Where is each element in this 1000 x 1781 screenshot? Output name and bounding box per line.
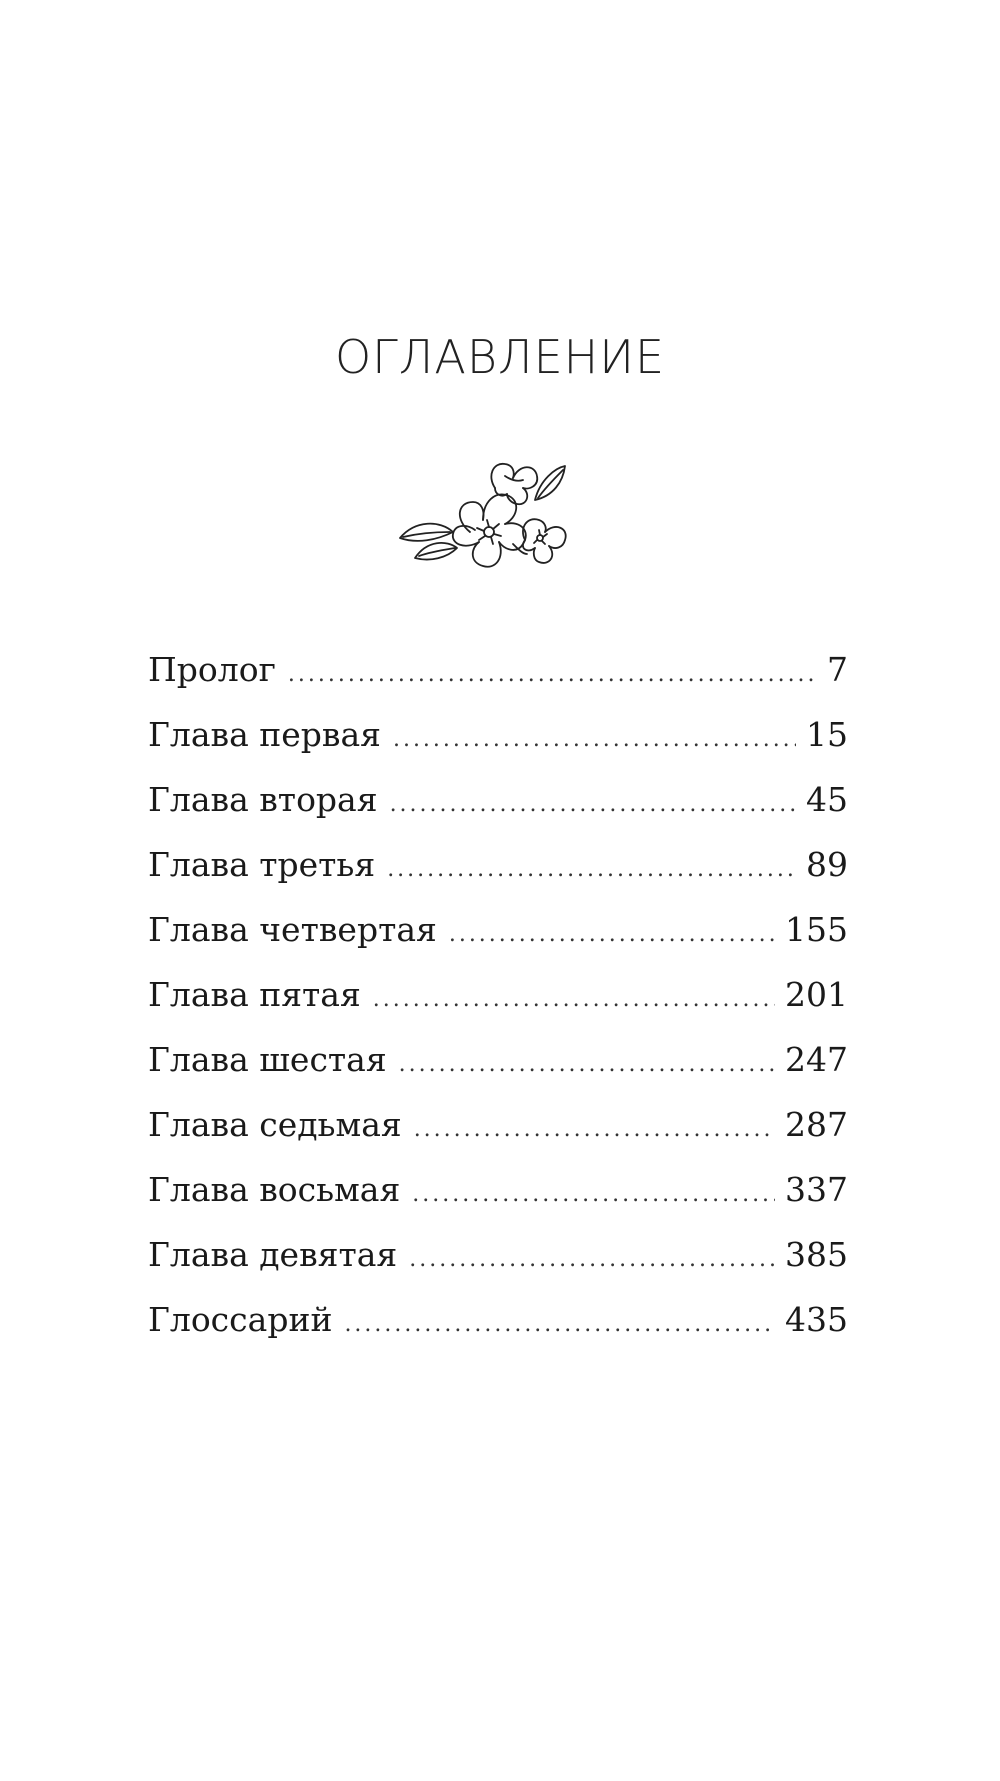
toc-entry-page: 385	[785, 1235, 848, 1274]
table-of-contents	[148, 650, 848, 1365]
dot-leader	[387, 857, 796, 882]
toc-entry-page: 45	[806, 780, 848, 819]
dot-leader	[344, 1312, 775, 1337]
toc-entry-page: 337	[785, 1170, 848, 1209]
toc-entry-page: 247	[785, 1040, 848, 1079]
toc-entry-page: 89	[806, 845, 848, 884]
dot-leader	[449, 922, 775, 947]
dot-leader	[414, 1117, 775, 1142]
toc-entry-title: Пролог	[148, 650, 276, 689]
toc-entry-page: 435	[785, 1300, 848, 1339]
toc-entry-title: Глава восьмая	[148, 1170, 401, 1209]
toc-entry-title: Глава шестая	[148, 1040, 387, 1079]
toc-entry-title: Глава вторая	[148, 780, 378, 819]
toc-entry-title: Глава первая	[148, 715, 381, 754]
dot-leader	[390, 792, 796, 817]
toc-entry-title: Глава седьмая	[148, 1105, 402, 1144]
dot-leader	[412, 1182, 775, 1207]
toc-entry-page: 15	[806, 715, 848, 754]
toc-entry[interactable]	[148, 975, 848, 1040]
toc-entry-title: Глава третья	[148, 845, 376, 884]
toc-entry-title: Глава четвертая	[148, 910, 437, 949]
toc-entry[interactable]	[148, 715, 848, 780]
dot-leader	[393, 727, 796, 752]
page-title: ОГЛАВЛЕНИЕ	[334, 330, 666, 384]
toc-entry-title: Глоссарий	[148, 1300, 333, 1339]
toc-entry[interactable]	[148, 1170, 848, 1235]
toc-entry-page: 287	[785, 1105, 848, 1144]
toc-entry[interactable]	[148, 910, 848, 975]
toc-entry[interactable]	[148, 780, 848, 845]
flower-branch-icon	[395, 440, 595, 590]
toc-entry-page: 201	[785, 975, 848, 1014]
toc-entry[interactable]	[148, 650, 848, 715]
dot-leader	[399, 1052, 775, 1077]
dot-leader	[373, 987, 775, 1012]
toc-entry[interactable]	[148, 1300, 848, 1365]
toc-entry-page: 7	[827, 650, 848, 689]
toc-entry[interactable]	[148, 1040, 848, 1105]
toc-entry[interactable]	[148, 845, 848, 910]
dot-leader	[288, 662, 814, 687]
toc-entry-title: Глава пятая	[148, 975, 361, 1014]
toc-entry-title: Глава девятая	[148, 1235, 398, 1274]
toc-entry[interactable]	[148, 1105, 848, 1170]
dot-leader	[409, 1247, 775, 1272]
toc-entry-page: 155	[785, 910, 848, 949]
toc-entry[interactable]	[148, 1235, 848, 1300]
